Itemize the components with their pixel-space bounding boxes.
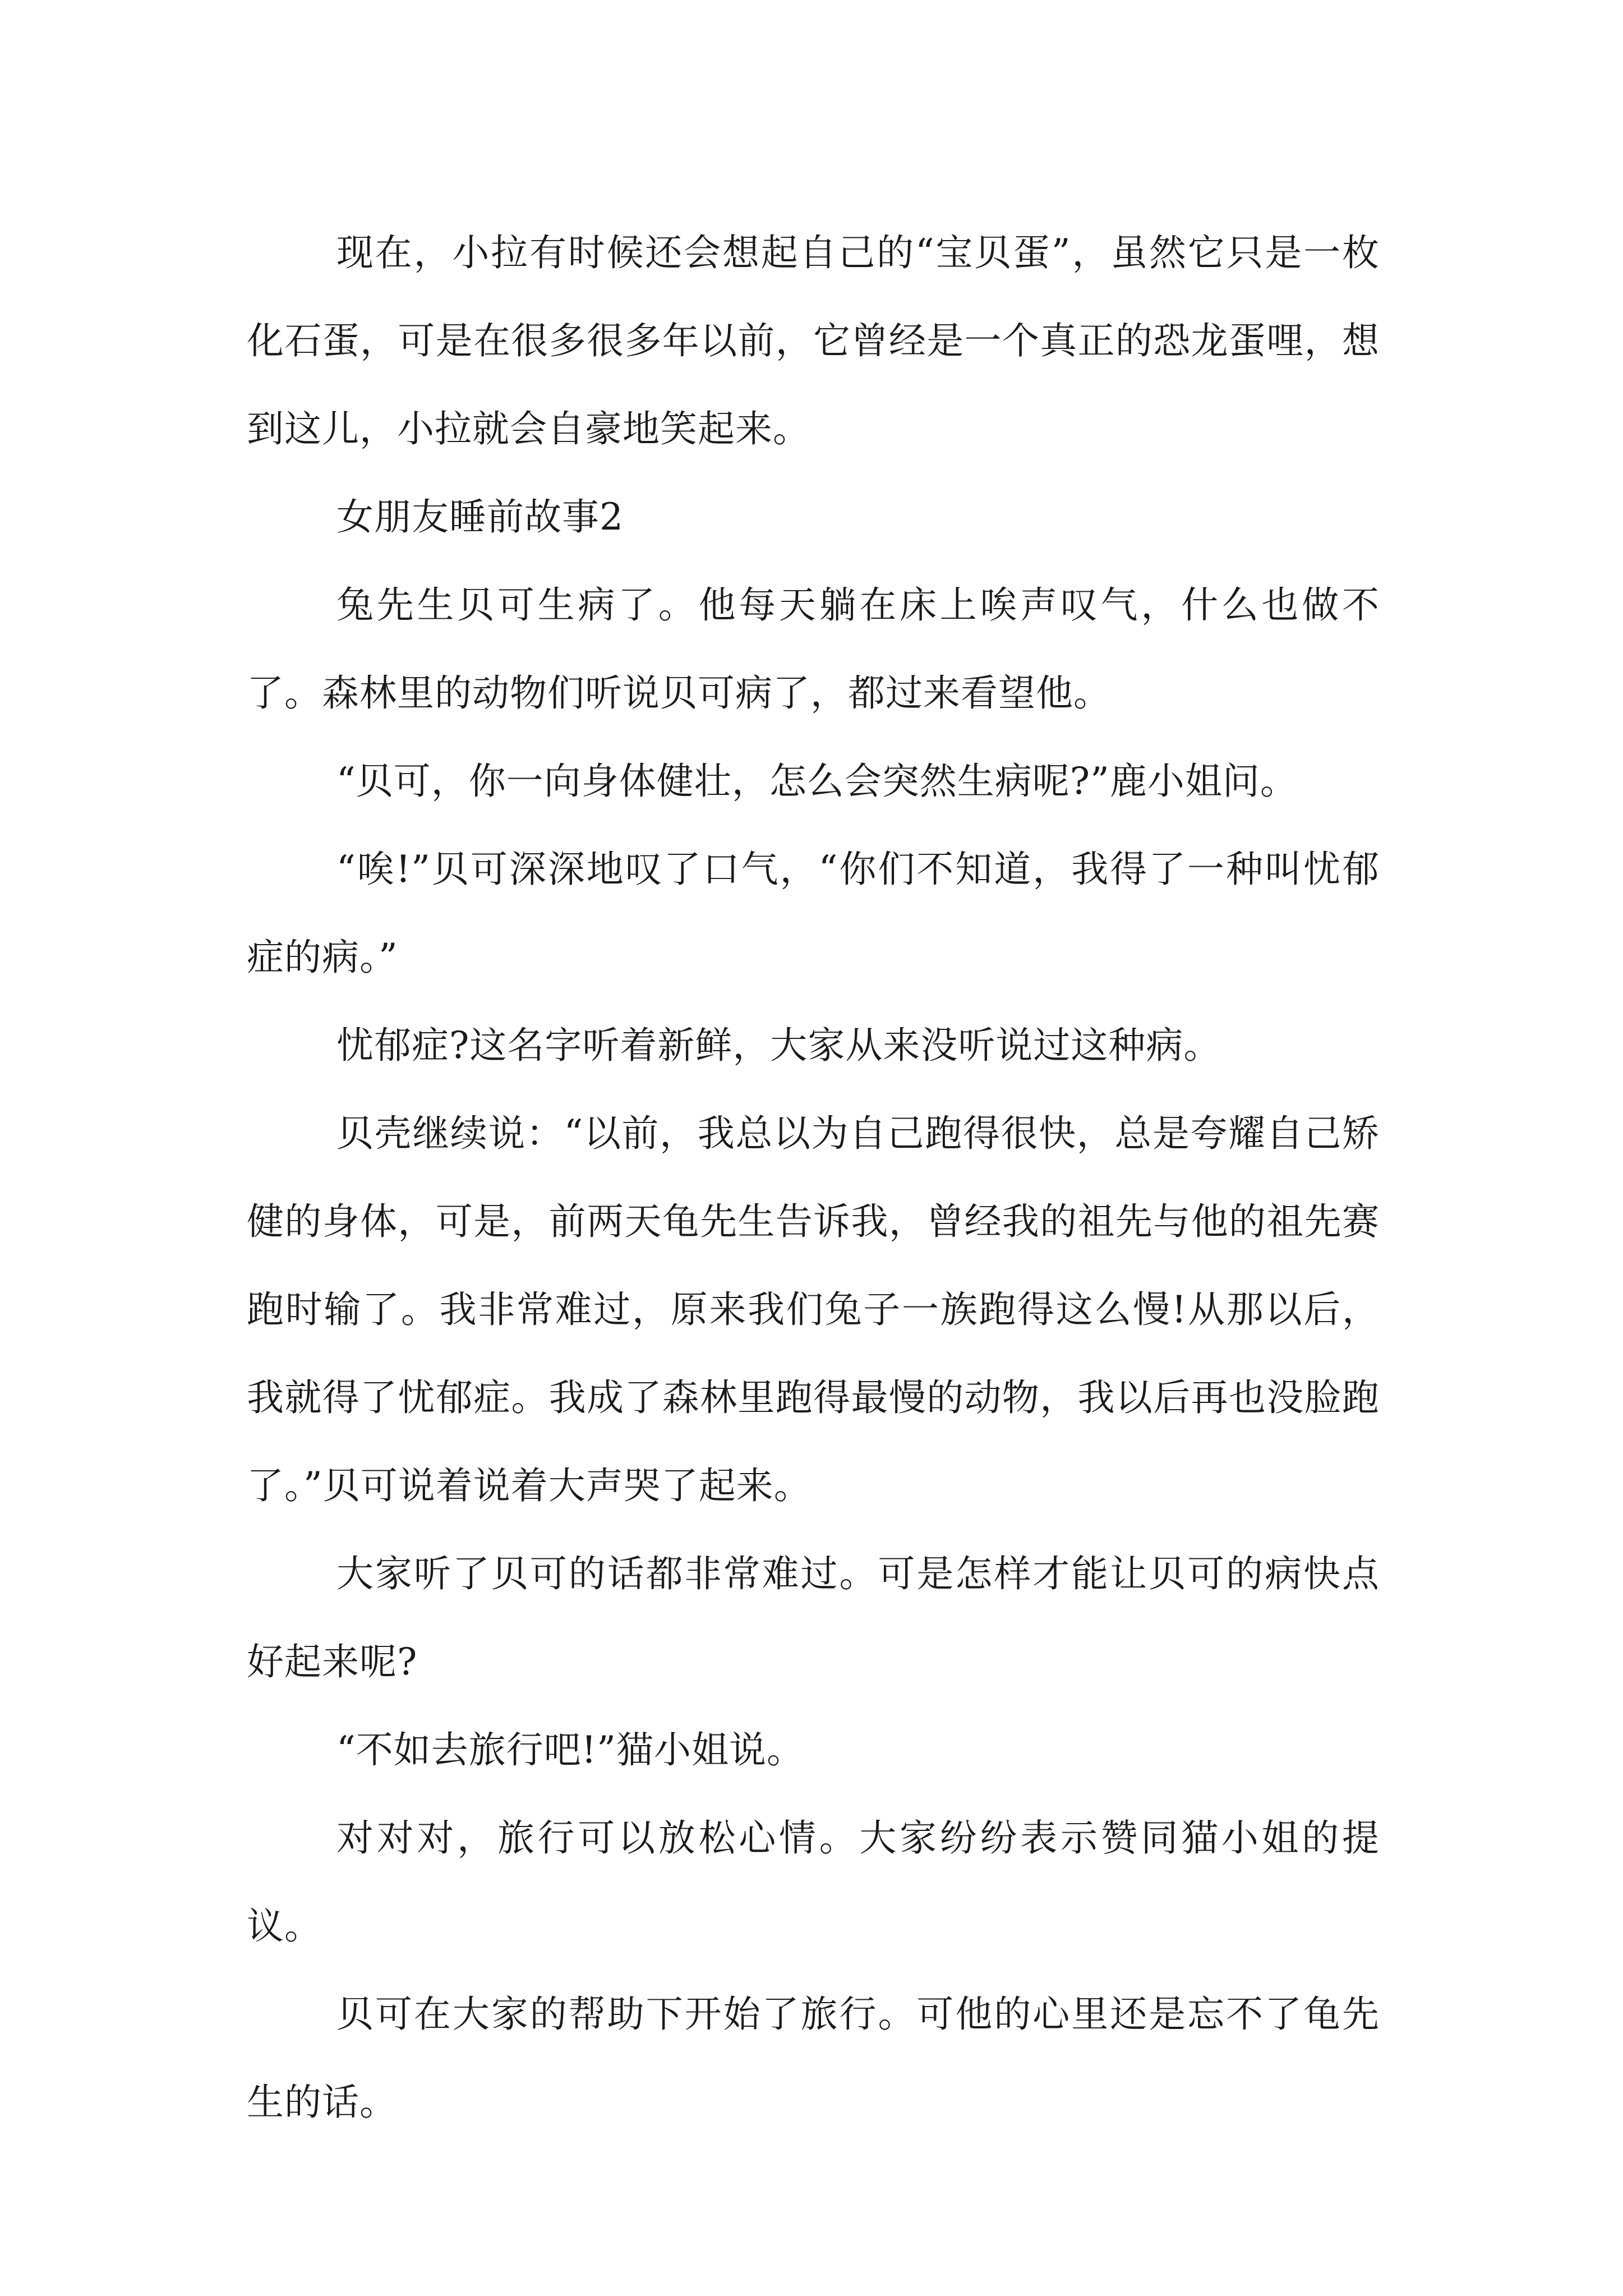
paragraph: 大家听了贝可的话都非常难过。可是怎样才能让贝可的病快点好起来呢? [247,1552,1380,1683]
paragraph: 贝可在大家的帮助下开始了旅行。可他的心里还是忘不了龟先生的话。 [247,1993,1380,2124]
paragraph: 忧郁症?这名字听着新鲜，大家从来没听说过这种病。 [336,1024,1221,1067]
paragraph: 现在，小拉有时候还会想起自己的“宝贝蛋”，虽然它只是一枚化石蛋，可是在很多很多年以前，它曾经是一个真正的恐龙蛋哩，想到这儿，小拉就会自豪地笑起来。 [247,231,1380,450]
document-body [247,209,1380,2146]
paragraph: 对对对，旅行可以放松心情。大家纷纷表示赞同猫小姐的提议。 [247,1816,1380,1948]
paragraph: “贝可，你一向身体健壮，怎么会突然生病呢?”鹿小姐问。 [336,760,1298,803]
section-title: 女朋友睡前故事2 [336,495,624,539]
paragraph: 贝壳继续说：“以前，我总以为自己跑得很快，总是夸耀自己矫健的身体，可是，前两天龟先生告诉我，曾经我的祖先与他的祖先赛跑时输了。我非常难过，原来我们兔子一族跑得这么慢!从那以后，我就得了忧郁症。我成了森林里跑得最慢的动物，我以后再也没脸跑了。”贝可说着说着大声哭了起来。 [247,1112,1380,1507]
paragraph: “不如去旅行吧!”猫小姐说。 [336,1728,805,1772]
paragraph: “唉!”贝可深深地叹了口气，“你们不知道，我得了一种叫忧郁症的病。” [247,848,1380,979]
paragraph: 兔先生贝可生病了。他每天躺在床上唉声叹气，什么也做不了。森林里的动物们听说贝可病了，都过来看望他。 [247,583,1380,715]
